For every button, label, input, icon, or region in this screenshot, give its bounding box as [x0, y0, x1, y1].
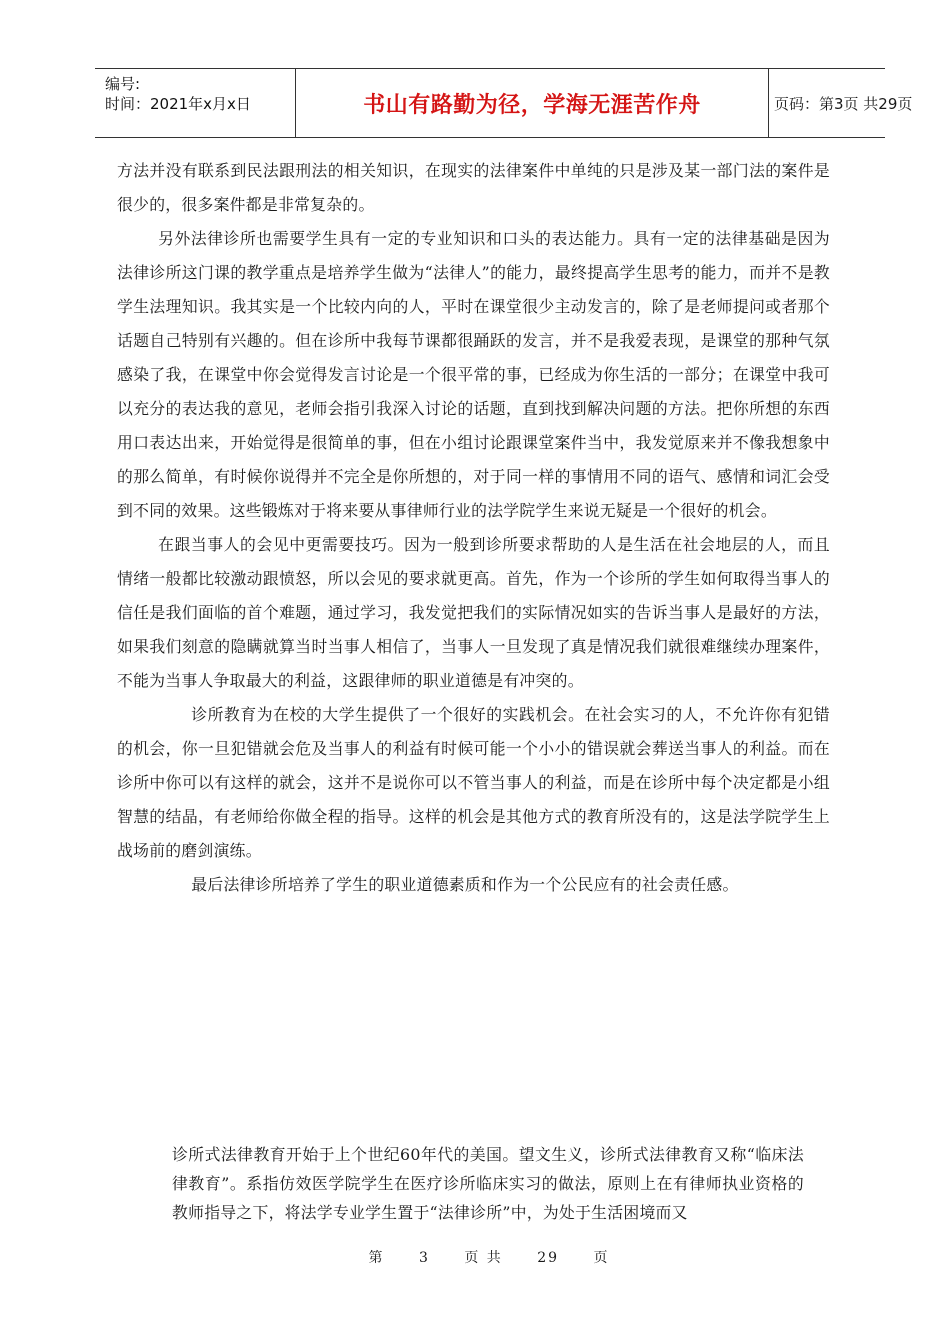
footer-prefix: 第: [368, 1250, 385, 1266]
body-paragraph: 方法并没有联系到民法跟刑法的相关知识，在现实的法律案件中单纯的只是涉及某一部门法的案件是很少的，很多案件都是非常复杂的。: [117, 161, 830, 214]
document-body: [117, 154, 830, 902]
page-header: [95, 68, 913, 138]
excerpt-paragraph: 诊所式法律教育开始于上个世纪60年代的美国。望文生义，诊所式法律教育又称“临床法律教育”。系指仿效医学院学生在医疗诊所临床实习的做法，原则上在有律师执业资格的教师指导之下，将法学专业学生置于“法律诊所”中，为处于生活困境而又: [172, 1145, 804, 1222]
footer-suffix: 页: [593, 1250, 610, 1266]
footer-middle: 页 共: [464, 1250, 503, 1266]
body-paragraph: 在跟当事人的会见中更需要技巧。因为一般到诊所要求帮助的人是生活在社会地层的人，而且情绪一般都比较激动跟愤怒，所以会见的要求就更高。首先，作为一个诊所的学生如何取得当事人的信任是我们面临的首个难题，通过学习，我发觉把我们的实际情况如实的告诉当事人是最好的方法，如果我们刻意的隐瞒就算当时当事人相信了，当事人一旦发现了真是情况我们就很难继续办理案件，不能为当事人争取最大的利益，这跟律师的职业道德是有冲突的。: [117, 535, 830, 690]
header-motto-cell: [295, 69, 769, 137]
header-page-cell: [768, 69, 913, 137]
serial-number-label: 编号:: [105, 75, 141, 93]
body-paragraph: 另外法律诊所也需要学生具有一定的专业知识和口头的表达能力。具有一定的法律基础是因为法律诊所这门课的教学重点是培养学生做为“法律人”的能力，最终提高学生思考的能力，而并不是教学生法理知识。我其实是一个比较内向的人，平时在课堂很少主动发言的，除了是老师提问或者那个话题自己特别有兴趣的。但在诊所中我每节课都很踊跃的发言，并不是我爱表现，是课堂的那种气氛感染了我，在课堂中你会觉得发言讨论是一个很平常的事，已经成为你生活的一部分；在课堂中我可以充分的表达我的意见，老师会指引我深入讨论的话题，直到找到解决问题的方法。把你所想的东西用口表达出来，开始觉得是很简单的事，但在小组讨论跟课堂案件当中，我发觉原来并不像我想象中的那么简单，有时候你说得并不完全是你所想的，对于同一样的事情用不同的语气、感情和词汇会受到不同的效果。这些锻炼对于将来要从事律师行业的法学院学生来说无疑是一个很好的机会。: [117, 229, 830, 520]
page-footer: [0, 1247, 950, 1267]
footer-current-page: 3: [418, 1250, 430, 1266]
excerpt-block: [172, 1140, 804, 1227]
body-paragraph: 最后法律诊所培养了学生的职业道德素质和作为一个公民应有的社会责任感。: [191, 875, 739, 894]
date-label: 时间：2021年x月x日: [105, 95, 251, 113]
header-motto: 书山有路勤为径，学海无涯苦作舟: [363, 92, 701, 118]
footer-total-pages: 29: [537, 1250, 560, 1266]
header-meta-cell: [95, 69, 295, 137]
body-paragraph: 诊所教育为在校的大学生提供了一个很好的实践机会。在社会实习的人，不允许你有犯错的机会，你一旦犯错就会危及当事人的利益有时候可能一个小小的错误就会葬送当事人的利益。而在诊所中你可以有这样的就会，这并不是说你可以不管当事人的利益，而是在诊所中每个决定都是小组智慧的结晶，有老师给你做全程的指导。这样的机会是其他方式的教育所没有的，这是法学院学生上战场前的磨剑演练。: [117, 705, 830, 860]
header-page-info: 页码：第3页 共29页: [774, 94, 913, 113]
